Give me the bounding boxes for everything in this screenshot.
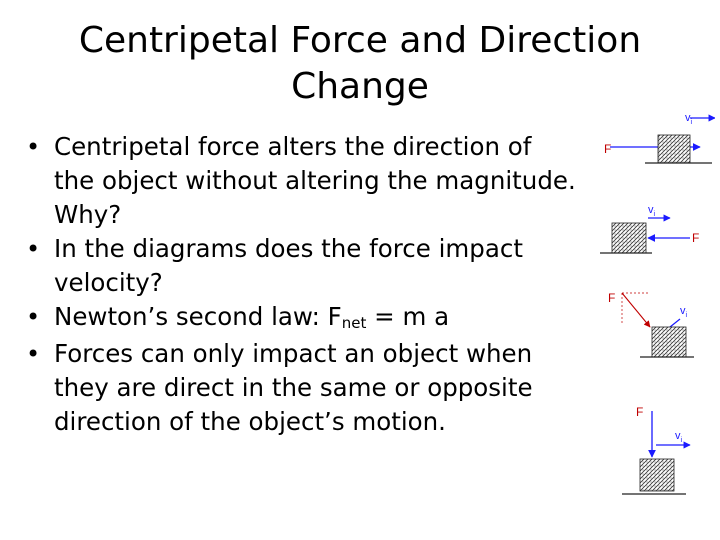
bullet-dot-icon: •	[26, 133, 41, 161]
velocity-label: $v_i$	[648, 204, 656, 218]
bullet-text: Forces can only impact an object when they are direct in the same or opposite direction of the object’s motion.	[54, 339, 533, 436]
velocity-label: $v_i$	[685, 112, 693, 126]
velocity-label: $v_i$	[680, 305, 688, 319]
bullet-dot-icon: •	[26, 235, 41, 263]
object-block	[640, 459, 674, 491]
force-label: F	[608, 291, 616, 305]
object-block	[658, 135, 690, 163]
force-label: F	[692, 231, 700, 245]
force-diagrams	[590, 105, 715, 505]
bullet-subscript: net	[341, 314, 367, 332]
bullet-item	[18, 300, 578, 337]
diagram-1	[604, 112, 715, 163]
diagram-4	[622, 405, 690, 494]
bullet-item	[18, 337, 578, 439]
bullet-dot-icon: •	[26, 303, 41, 331]
force-label: F	[636, 405, 644, 419]
object-block	[612, 223, 646, 253]
bullet-dot-icon: •	[26, 340, 41, 368]
bullet-text: Centripetal force alters the direction of the object without altering the magnitude. Why?	[54, 132, 576, 229]
slide-title: Centripetal Force and Direction Change	[78, 20, 642, 107]
force-arrow	[622, 293, 650, 327]
bullet-item	[18, 232, 578, 300]
bullet-list	[18, 130, 578, 439]
velocity-label: $v_i$	[675, 430, 683, 444]
bullet-text: In the diagrams does the force impact velocity?	[54, 234, 523, 297]
diagram-2	[600, 204, 699, 253]
bullet-text-before: Newton’s second law: F	[54, 302, 342, 331]
object-block	[652, 327, 686, 357]
bullet-text-after: = m a	[366, 302, 450, 331]
force-label: F	[604, 142, 612, 156]
bullet-item	[18, 130, 578, 232]
diagram-3	[608, 291, 694, 357]
